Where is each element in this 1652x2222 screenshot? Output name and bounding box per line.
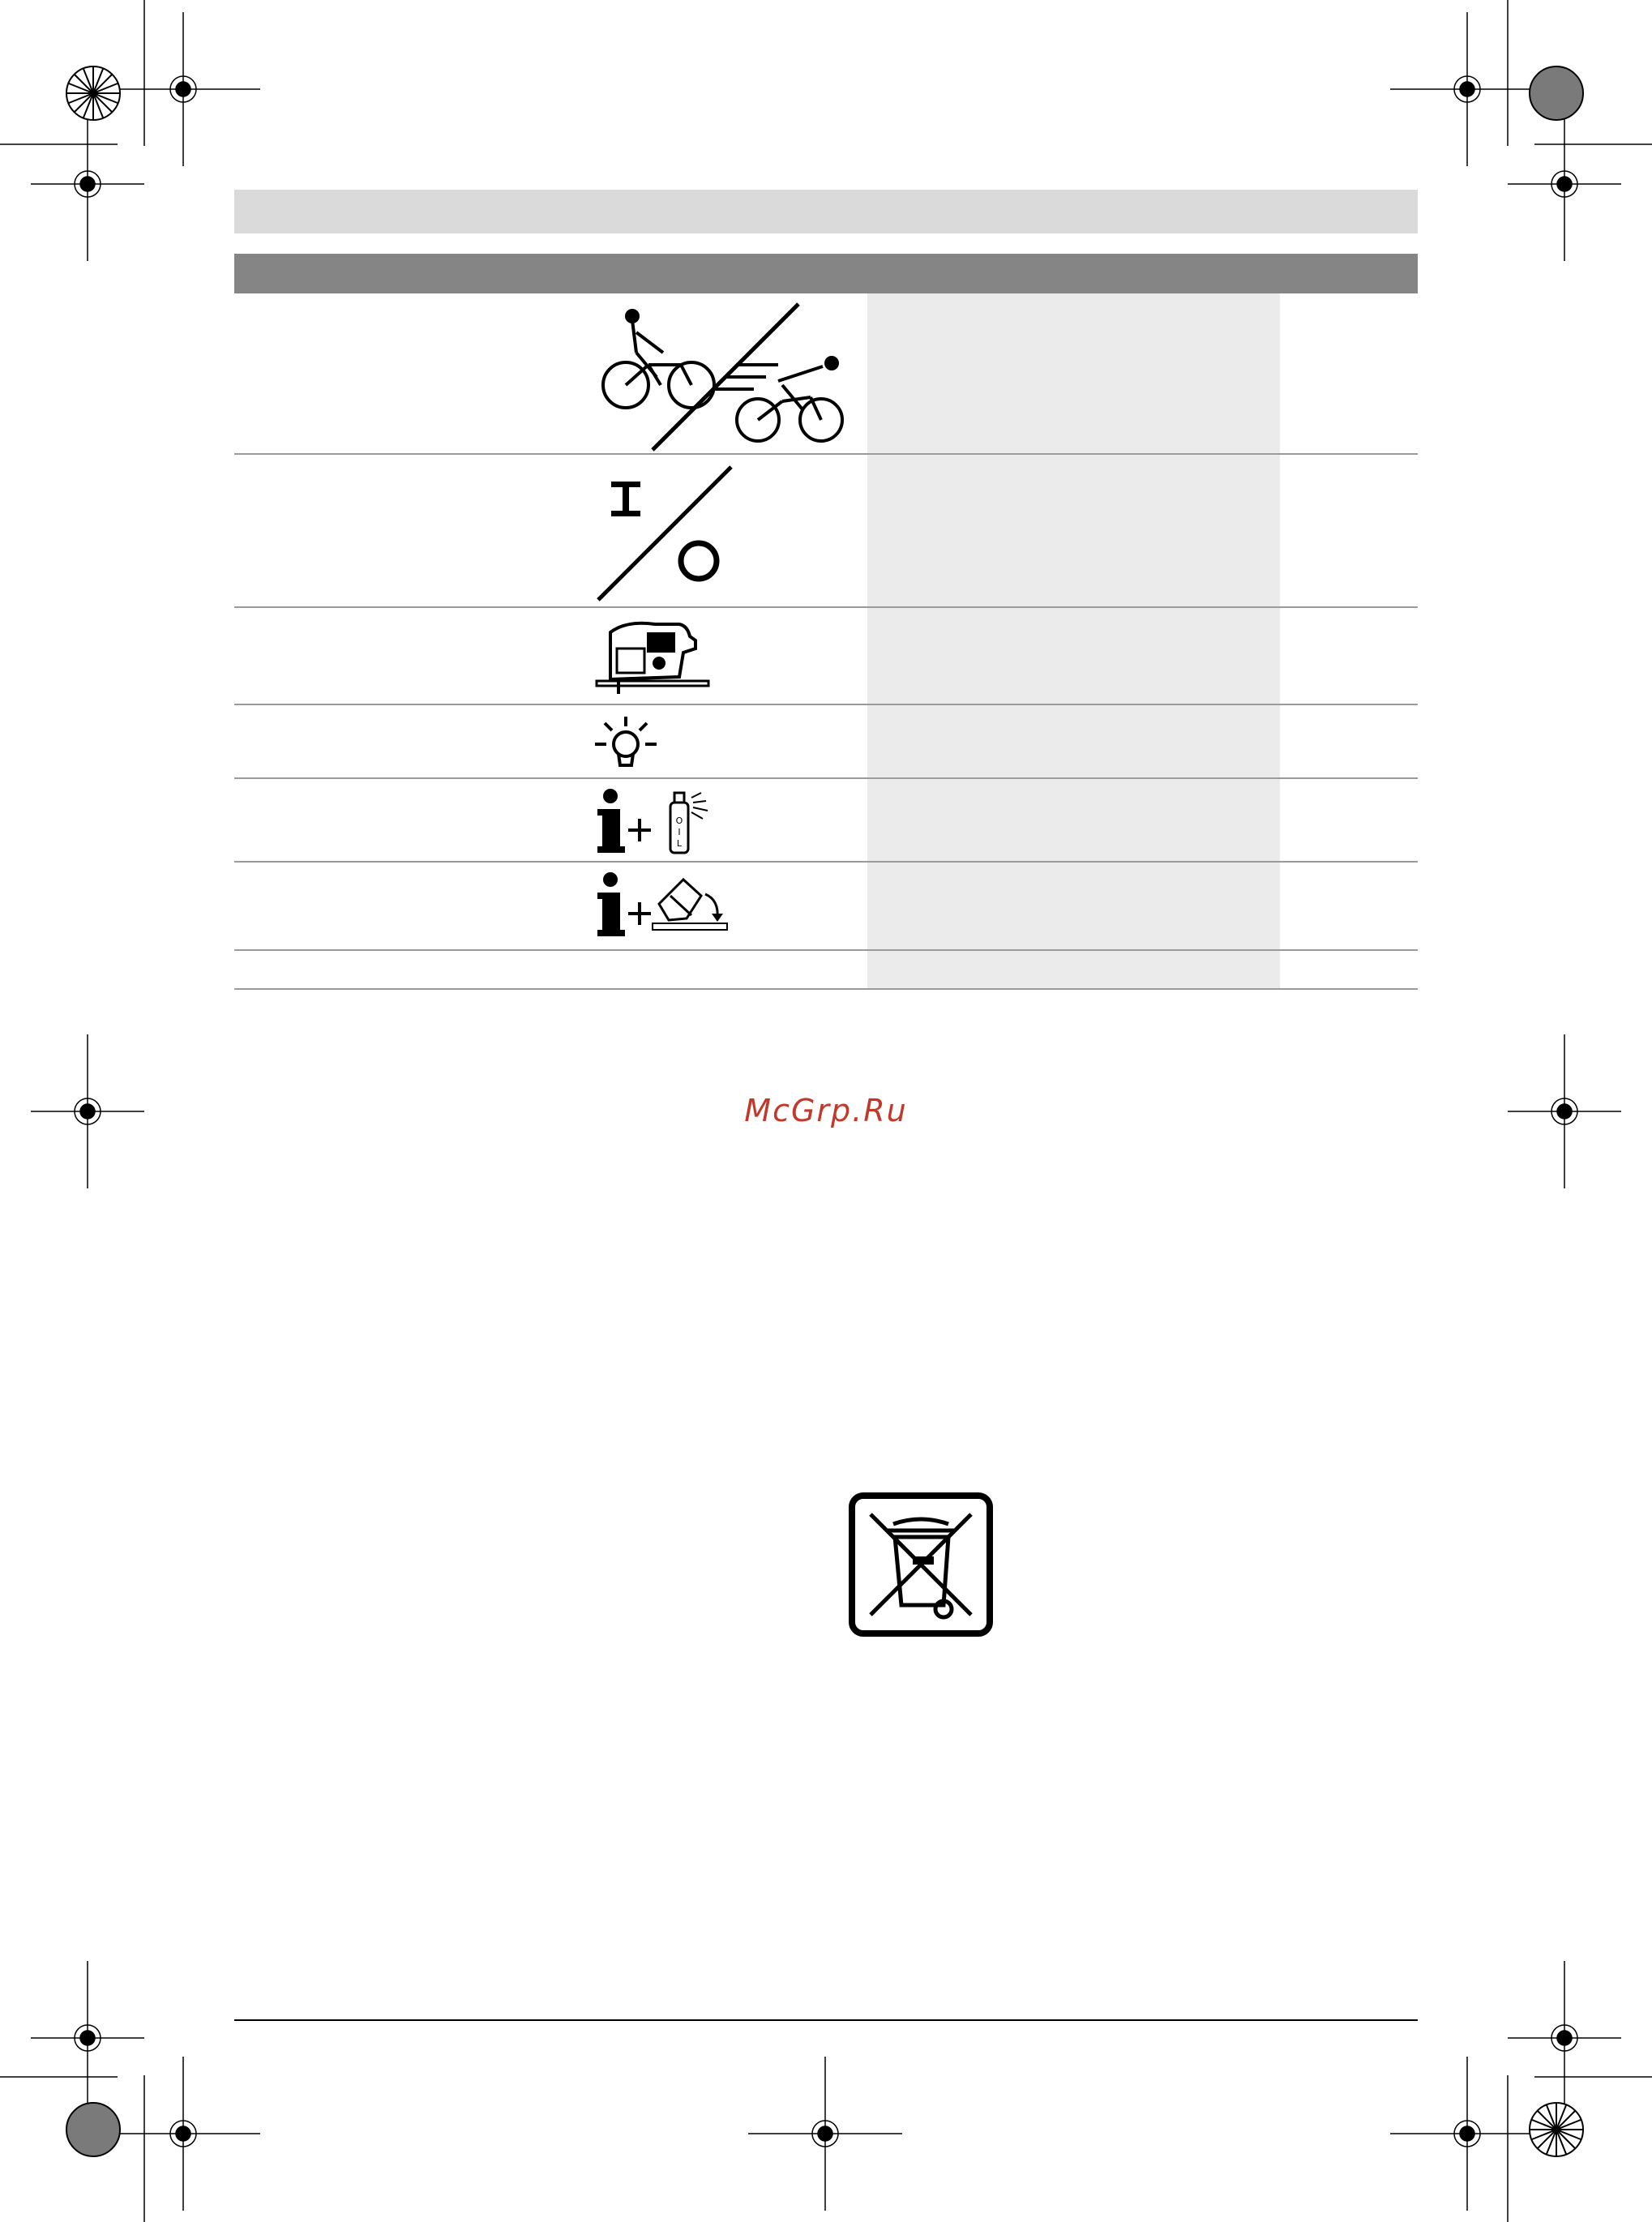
table-row-divider	[234, 777, 1418, 779]
info-oil-spray-icon	[596, 788, 725, 854]
table-row-divider	[234, 606, 1418, 608]
light-bulb-icon	[593, 715, 658, 773]
watermark-text: McGrp.Ru	[744, 1093, 908, 1128]
table-header	[234, 254, 1418, 293]
crossed-out-wheelie-bin-icon	[848, 1492, 994, 1638]
table-row-divider	[234, 949, 1418, 951]
table-row-divider	[234, 704, 1418, 705]
speed-selection-icon	[592, 300, 851, 454]
table-row-divider	[234, 988, 1418, 990]
svg-text:L: L	[676, 838, 683, 849]
info-blade-change-icon	[596, 871, 734, 938]
jigsaw-icon	[594, 616, 712, 697]
table-row-divider	[234, 861, 1418, 863]
svg-text:I: I	[678, 827, 681, 837]
page-header-band	[234, 190, 1418, 233]
svg-text:O: O	[675, 816, 683, 826]
table-shaded-column	[867, 293, 1280, 989]
on-off-icon	[593, 464, 739, 602]
footer-rule	[234, 2019, 1418, 2021]
